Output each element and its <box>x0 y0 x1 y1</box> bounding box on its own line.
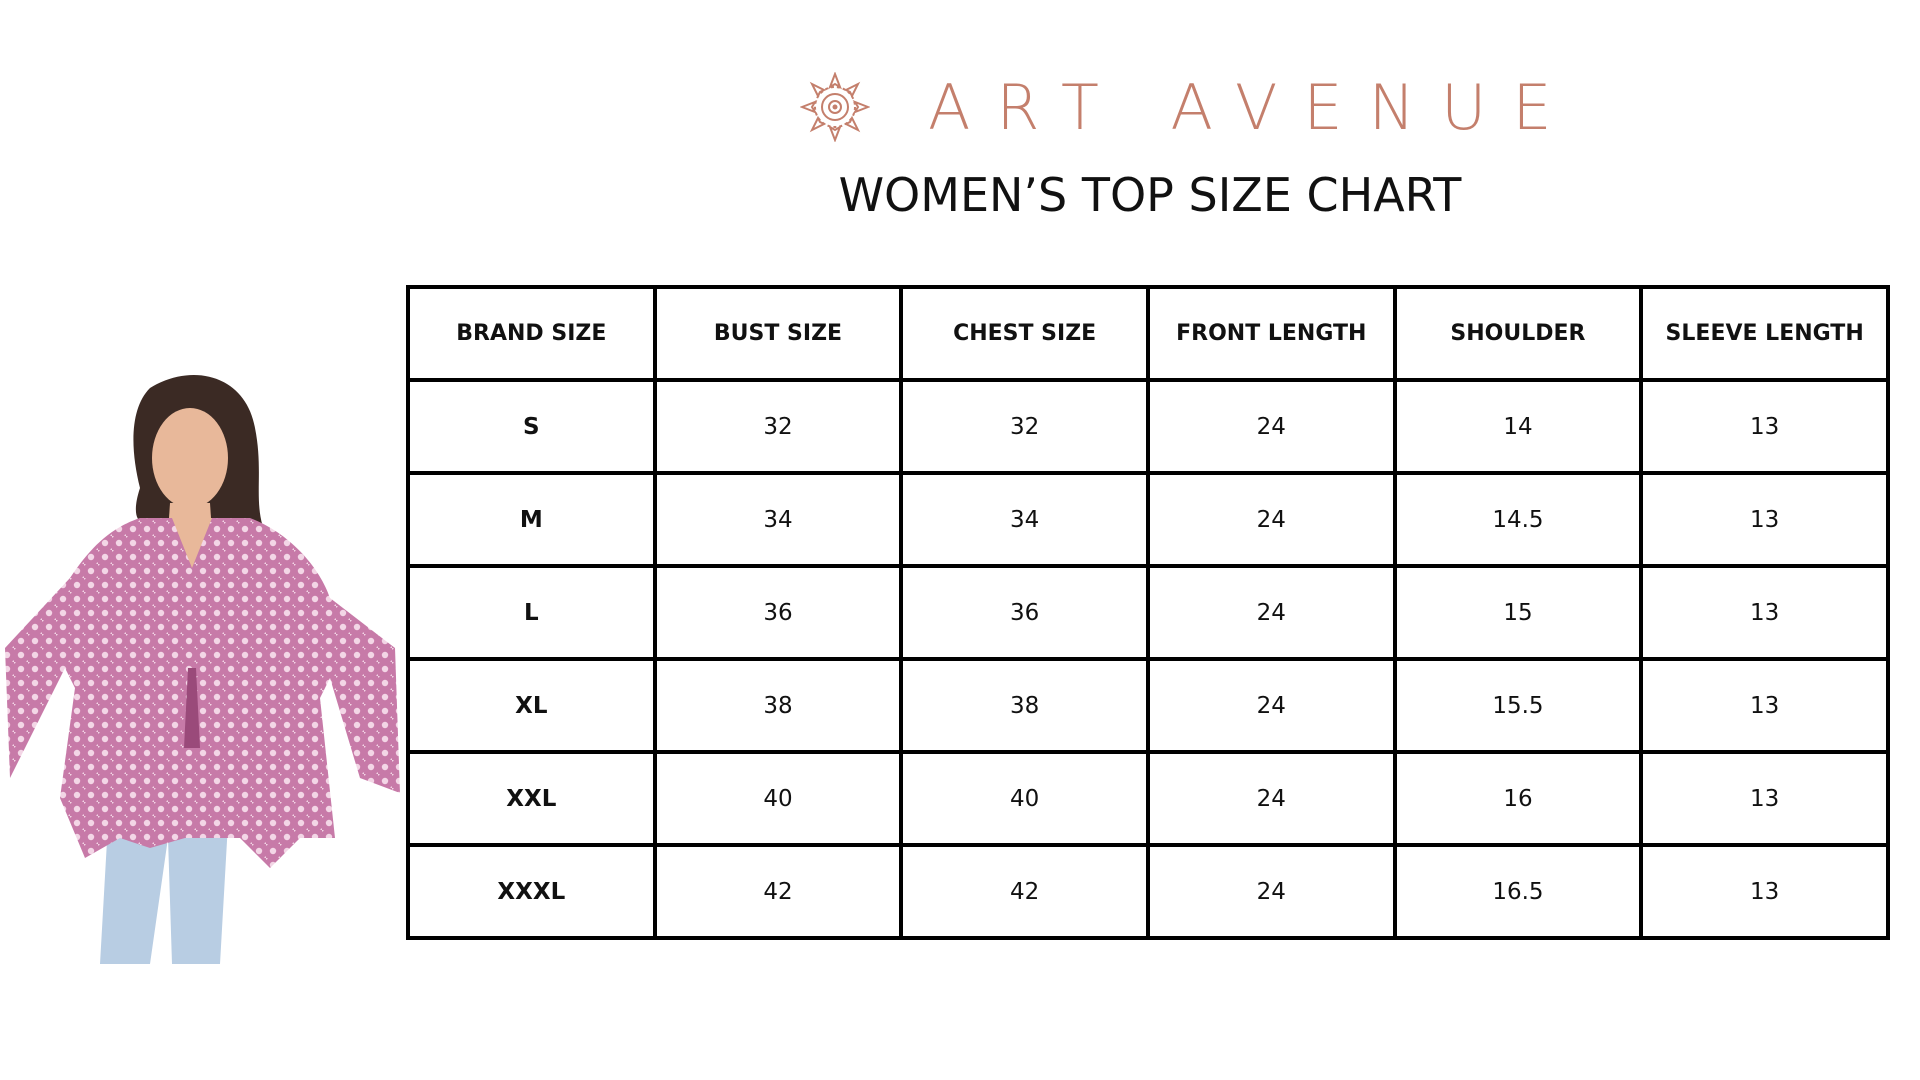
cell-bust: 36 <box>655 566 902 659</box>
size-chart-table <box>406 285 1890 940</box>
table-row <box>408 659 1888 752</box>
page-title: WOMEN’S TOP SIZE CHART <box>838 168 1462 222</box>
header-brand-size: BRAND SIZE <box>408 287 655 380</box>
cell-sleeve-length: 13 <box>1641 566 1888 659</box>
table-row <box>408 380 1888 473</box>
cell-shoulder: 15.5 <box>1395 659 1642 752</box>
cell-sleeve-length: 13 <box>1641 473 1888 566</box>
cell-sleeve-length: 13 <box>1641 380 1888 473</box>
table-row <box>408 752 1888 845</box>
cell-bust: 34 <box>655 473 902 566</box>
header-bust-size: BUST SIZE <box>655 287 902 380</box>
table-row <box>408 845 1888 938</box>
model-photo <box>0 368 410 964</box>
cell-shoulder: 16.5 <box>1395 845 1642 938</box>
cell-front-length: 24 <box>1148 845 1395 938</box>
header-shoulder: SHOULDER <box>1395 287 1642 380</box>
cell-chest: 38 <box>901 659 1148 752</box>
cell-size: XXL <box>408 752 655 845</box>
cell-sleeve-length: 13 <box>1641 659 1888 752</box>
cell-front-length: 24 <box>1148 473 1395 566</box>
mandala-icon <box>800 72 870 142</box>
cell-chest: 32 <box>901 380 1148 473</box>
brand-name: ART AVENUE <box>928 70 1578 144</box>
cell-bust: 42 <box>655 845 902 938</box>
cell-shoulder: 14.5 <box>1395 473 1642 566</box>
cell-bust: 32 <box>655 380 902 473</box>
cell-bust: 38 <box>655 659 902 752</box>
cell-sleeve-length: 13 <box>1641 845 1888 938</box>
table-header-row <box>408 287 1888 380</box>
header-sleeve-length: SLEEVE LENGTH <box>1641 287 1888 380</box>
cell-size: L <box>408 566 655 659</box>
cell-chest: 40 <box>901 752 1148 845</box>
cell-front-length: 24 <box>1148 566 1395 659</box>
cell-chest: 34 <box>901 473 1148 566</box>
cell-front-length: 24 <box>1148 659 1395 752</box>
table-row <box>408 473 1888 566</box>
cell-shoulder: 16 <box>1395 752 1642 845</box>
header-front-length: FRONT LENGTH <box>1148 287 1395 380</box>
cell-chest: 42 <box>901 845 1148 938</box>
cell-chest: 36 <box>901 566 1148 659</box>
cell-shoulder: 15 <box>1395 566 1642 659</box>
header-chest-size: CHEST SIZE <box>901 287 1148 380</box>
cell-size: XXXL <box>408 845 655 938</box>
cell-sleeve-length: 13 <box>1641 752 1888 845</box>
table-row <box>408 566 1888 659</box>
cell-size: XL <box>408 659 655 752</box>
cell-front-length: 24 <box>1148 380 1395 473</box>
cell-bust: 40 <box>655 752 902 845</box>
brand-header <box>800 72 1578 142</box>
cell-shoulder: 14 <box>1395 380 1642 473</box>
cell-size: M <box>408 473 655 566</box>
cell-size: S <box>408 380 655 473</box>
cell-front-length: 24 <box>1148 752 1395 845</box>
